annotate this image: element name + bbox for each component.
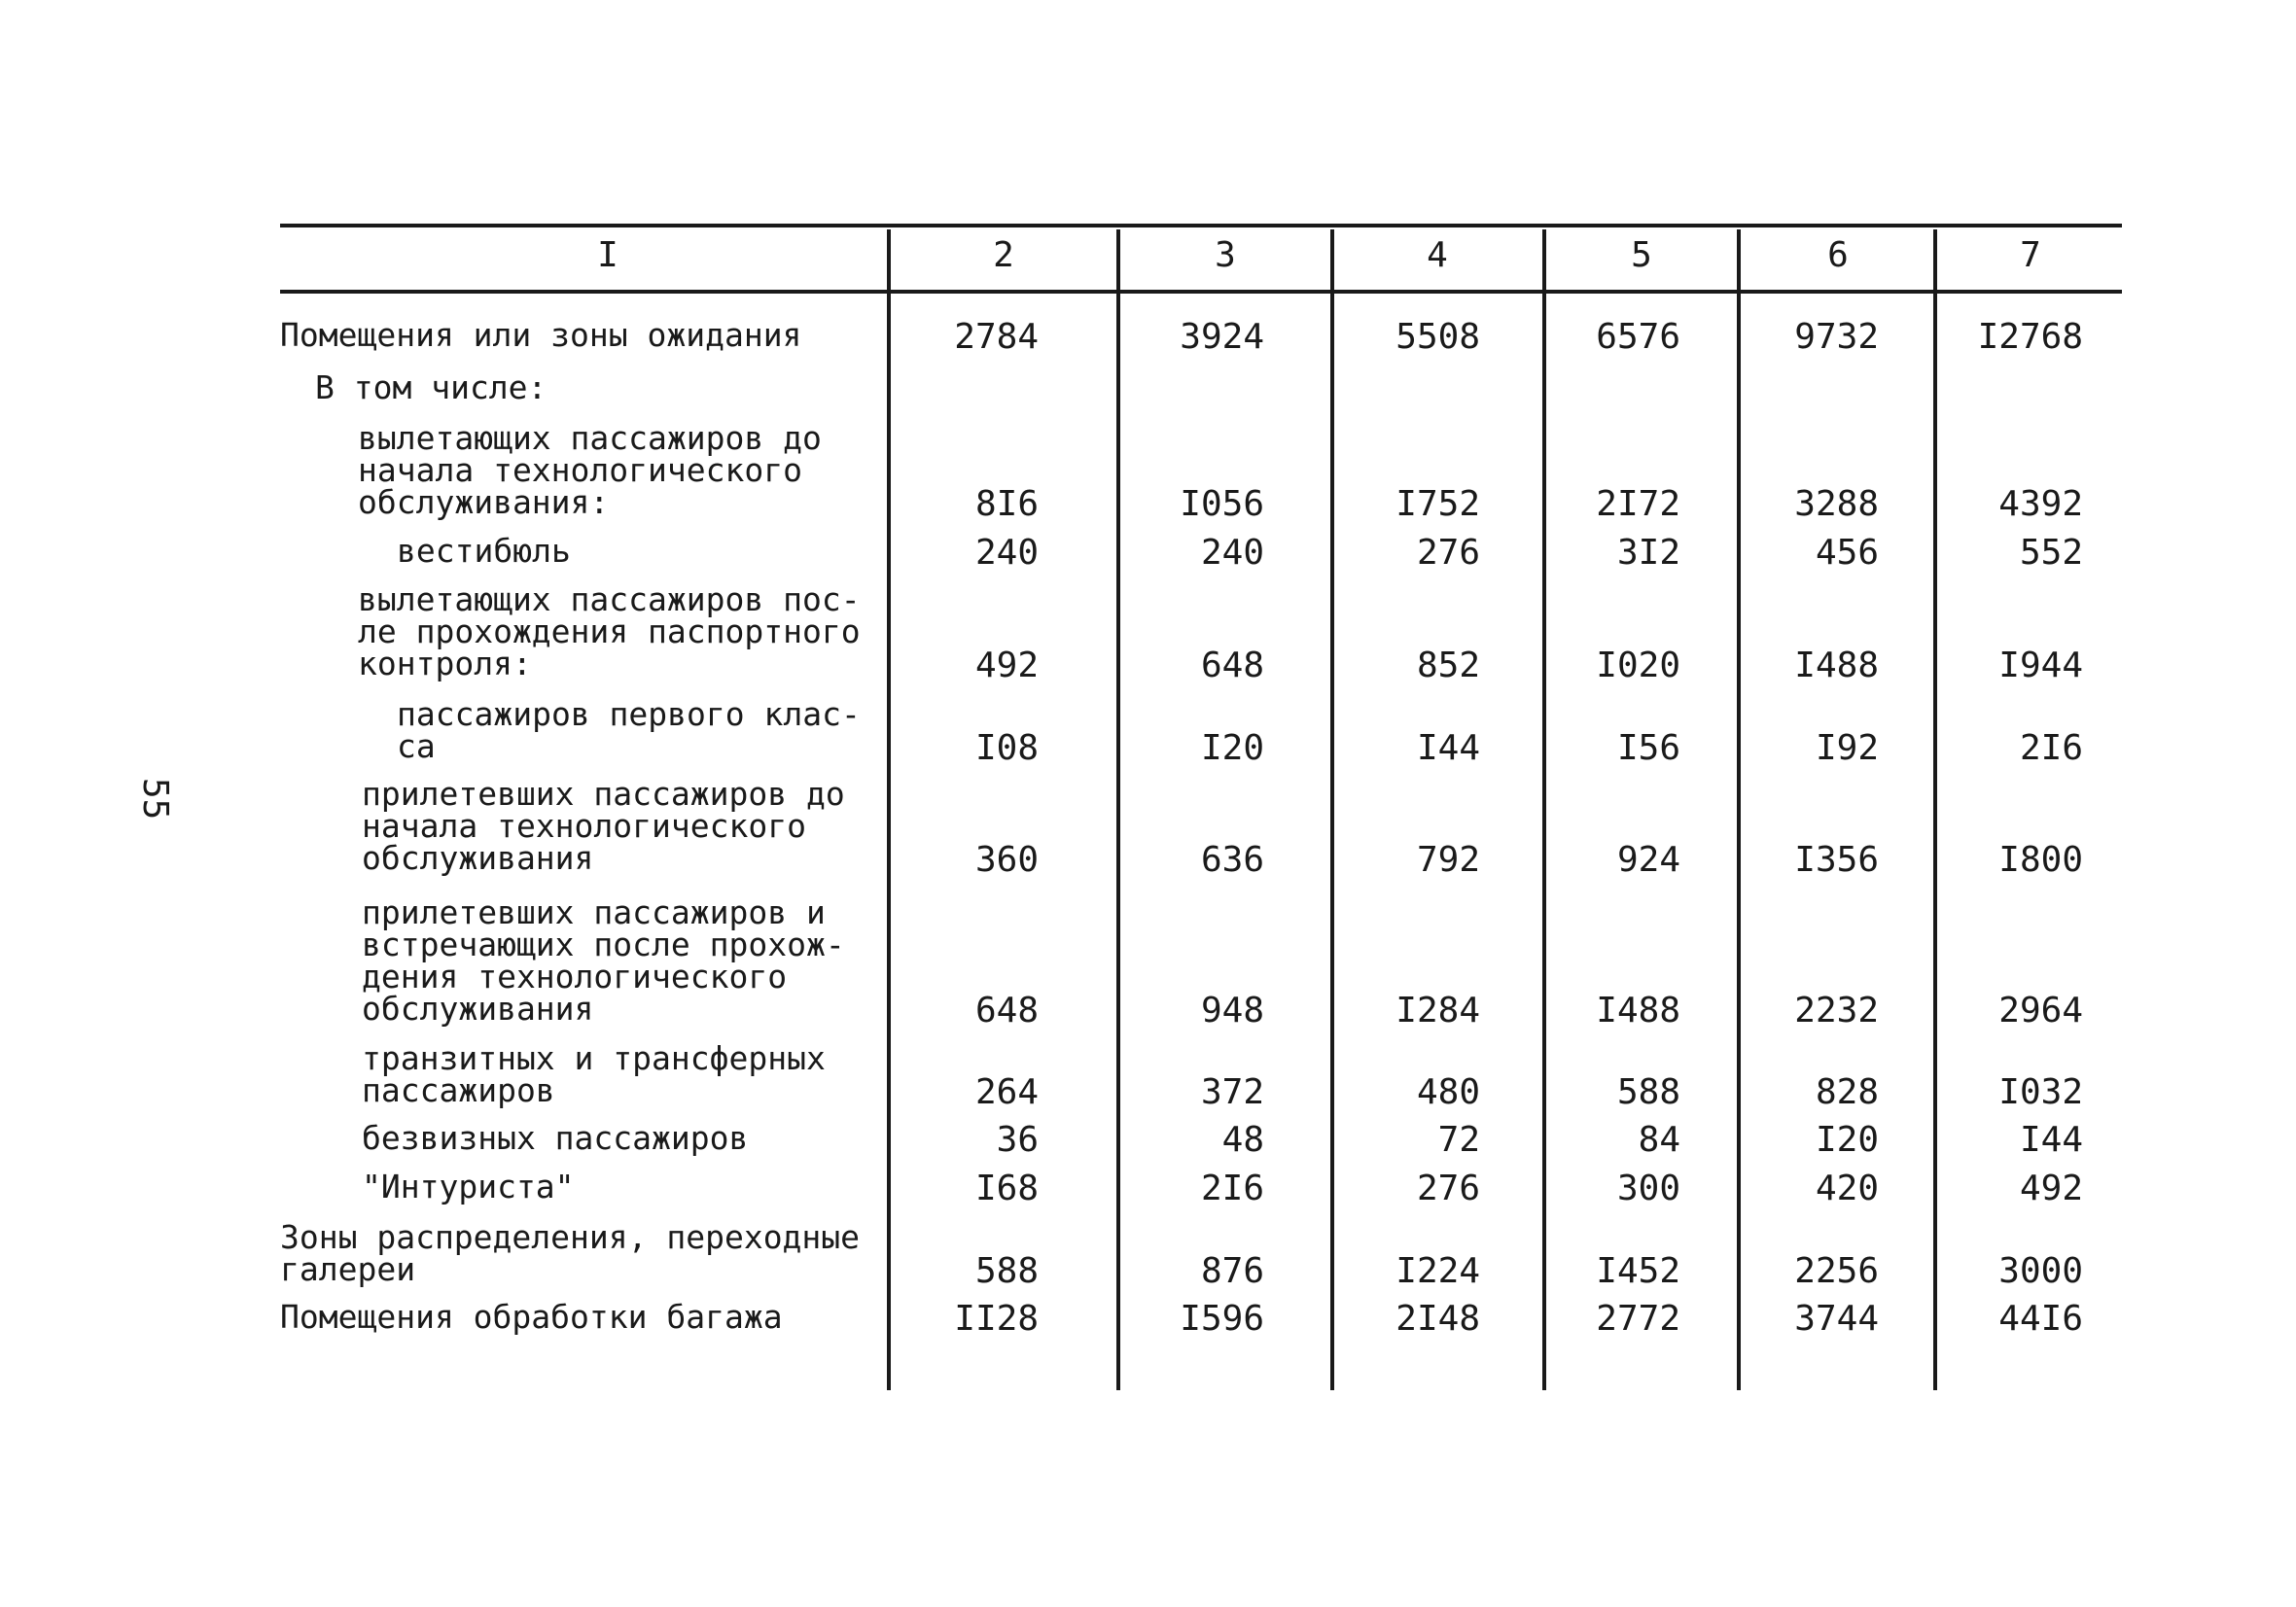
table-cell: 2772 [1596,1299,1680,1339]
table-cell: I56 [1616,728,1680,768]
table-cell: 276 [1416,1169,1480,1208]
table-cell: 2I6 [2019,728,2083,768]
table-cell: 648 [1200,646,1264,685]
table-cell: 2I48 [1395,1299,1480,1339]
table-cell: I92 [1815,728,1879,768]
table-cell: 2I72 [1596,484,1680,524]
table-cell: 3744 [1794,1299,1879,1339]
table-cell: 492 [974,646,1039,685]
column-divider [887,229,891,1390]
column-header: 2 [993,235,1014,275]
row-label: "Интуриста" [362,1168,575,1205]
table-cell: 2784 [954,317,1039,357]
table-top-rule [280,224,2122,227]
column-header: 6 [1827,235,1849,275]
page-number: 55 [135,778,175,821]
column-header: 7 [2020,235,2041,275]
table-cell: 588 [1616,1072,1680,1112]
table-cell: 5508 [1395,317,1480,357]
table-cell: I284 [1395,991,1480,1031]
table-cell: 276 [1416,533,1480,573]
table-cell: 3000 [1998,1251,2083,1291]
table-cell: 2232 [1794,991,1879,1031]
table-cell: 2964 [1998,991,2083,1031]
table-cell: 828 [1815,1072,1879,1112]
column-header: 4 [1427,235,1448,275]
table-cell: 372 [1200,1072,1264,1112]
table-cell: 852 [1416,646,1480,685]
table-cell: 240 [974,533,1039,573]
table-cell: I800 [1998,840,2083,880]
table-cell: I032 [1998,1072,2083,1112]
row-label: Зоны распределения, переходные галереи [280,1218,861,1288]
table-cell: I488 [1596,991,1680,1031]
table-cell: 648 [974,991,1039,1031]
table-cell: 9732 [1794,317,1879,357]
row-label: вылетающих пассажиров до начала технологического обслуживания: [358,419,822,521]
table-cell: I596 [1180,1299,1264,1339]
table-cell: I488 [1794,646,1879,685]
column-divider [1542,229,1546,1390]
row-label: Помещения обработки багажа [280,1298,783,1336]
row-label: безвизных пассажиров [362,1119,749,1157]
table-cell: I2768 [1977,317,2083,357]
table-cell: I452 [1596,1251,1680,1291]
row-label: вылетающих пассажиров пос- ле прохождения паспортного контроля: [358,580,861,682]
table-cell: 8I6 [974,484,1039,524]
table-cell: I020 [1596,646,1680,685]
column-header: 3 [1215,235,1236,275]
table-cell: 420 [1815,1169,1879,1208]
table-cell: 552 [2019,533,2083,573]
table-cell: I20 [1815,1120,1879,1160]
table-cell: 636 [1200,840,1264,880]
table-cell: 84 [1638,1120,1680,1160]
table-cell: 4392 [1998,484,2083,524]
table-cell: 3924 [1180,317,1264,357]
table-cell: 2256 [1794,1251,1879,1291]
table-cell: 6576 [1596,317,1680,357]
row-label: вестибюль [397,532,571,570]
table-cell: 948 [1200,991,1264,1031]
table-cell: I752 [1395,484,1480,524]
table-cell: 240 [1200,533,1264,573]
column-header: 5 [1631,235,1652,275]
column-divider [1933,229,1937,1390]
table-cell: I356 [1794,840,1879,880]
table-cell: I944 [1998,646,2083,685]
row-label: пассажиров первого клас- са [397,695,861,765]
table-cell: 44I6 [1998,1299,2083,1339]
table-cell: 48 [1221,1120,1264,1160]
table-cell: II28 [954,1299,1039,1339]
column-divider [1116,229,1120,1390]
table-cell: 792 [1416,840,1480,880]
column-header: I [597,235,618,275]
table-cell: 924 [1616,840,1680,880]
row-label: В том числе: [315,368,548,406]
table-cell: 3I2 [1616,533,1680,573]
table-cell: 480 [1416,1072,1480,1112]
header-bottom-rule [280,290,2122,294]
table-cell: I44 [2019,1120,2083,1160]
table-cell: 456 [1815,533,1879,573]
table-cell: 360 [974,840,1039,880]
table-cell: 876 [1200,1251,1264,1291]
row-label: прилетевших пассажиров и встречающих после прохож- дения технологического обслуживания [362,893,845,1028]
table-cell: 588 [974,1251,1039,1291]
table-cell: 300 [1616,1169,1680,1208]
table-cell: 72 [1437,1120,1480,1160]
column-divider [1330,229,1334,1390]
row-label: прилетевших пассажиров до начала технологического обслуживания [362,775,845,877]
table-cell: 492 [2019,1169,2083,1208]
column-divider [1737,229,1741,1390]
table-cell: I68 [974,1169,1039,1208]
table-cell: I20 [1200,728,1264,768]
table-cell: 264 [974,1072,1039,1112]
row-label: транзитных и трансферных пассажиров [362,1039,826,1109]
table-cell: I44 [1416,728,1480,768]
table-cell: 2I6 [1200,1169,1264,1208]
table-cell: I056 [1180,484,1264,524]
table-cell: 36 [996,1120,1039,1160]
table-cell: 3288 [1794,484,1879,524]
table-cell: I224 [1395,1251,1480,1291]
table-cell: I08 [974,728,1039,768]
row-label: Помещения или зоны ожидания [280,316,802,354]
